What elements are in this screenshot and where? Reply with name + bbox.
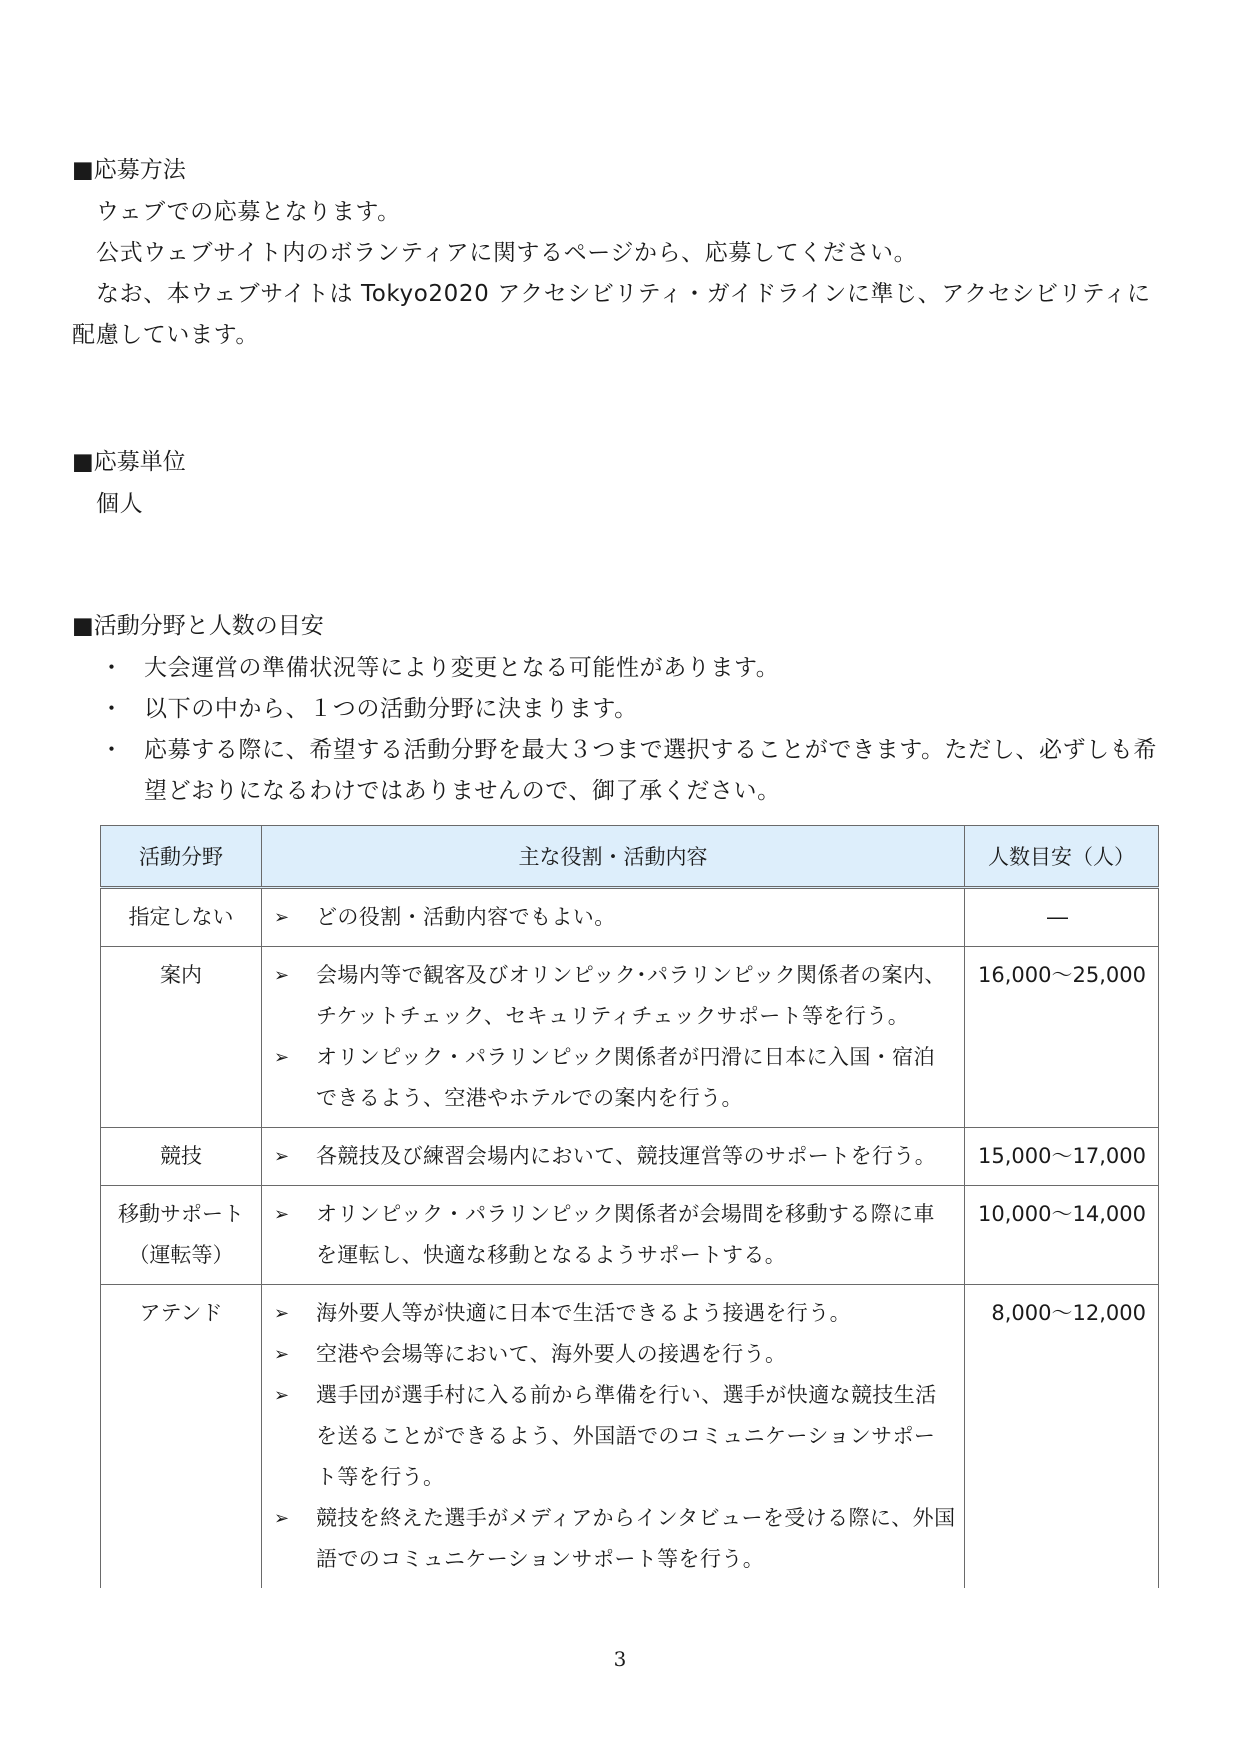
count-cell: 10,000～14,000 (965, 1186, 1159, 1285)
arrow-bullet-icon: ➢ (274, 1204, 290, 1225)
role-text: どの役割・活動内容でもよい。 (316, 905, 616, 929)
role-text: 海外要人等が快適に日本で生活できるよう接遇を行う。 (316, 1301, 851, 1325)
role-item (262, 1334, 956, 1375)
table-row (101, 1285, 1159, 1589)
table-row (101, 888, 1159, 947)
role-item (262, 1037, 956, 1119)
arrow-bullet-icon: ➢ (274, 907, 290, 928)
field-cell: 競技 (101, 1128, 262, 1186)
header-role: 主な役割・活動内容 (262, 826, 965, 888)
role-item (262, 1498, 956, 1580)
note-item (72, 730, 1172, 812)
role-item (262, 1194, 956, 1276)
role-text: 空港や会場等において、海外要人の接遇を行う。 (316, 1342, 787, 1366)
activity-fields-table (100, 825, 1159, 1588)
note-item (72, 689, 1172, 730)
table-header-row (101, 826, 1159, 888)
bullet-mark: ・ (100, 696, 124, 722)
role-item (262, 1136, 956, 1177)
note-item (72, 648, 1172, 689)
application-method-heading: ■応募方法 (72, 157, 186, 183)
role-cell (262, 1186, 965, 1285)
role-item (262, 897, 956, 938)
note-text: 応募する際に、希望する活動分野を最大３つまで選択することができます。ただし、必ずしも希望どおりになるわけではありませんので、御了承ください。 (144, 737, 1157, 804)
arrow-bullet-icon: ➢ (274, 1385, 290, 1406)
role-item (262, 955, 956, 1037)
role-cell (262, 1285, 965, 1589)
header-count: 人数目安（人） (965, 826, 1159, 888)
count-cell: 16,000～25,000 (965, 947, 1159, 1128)
application-unit-heading: ■応募単位 (72, 449, 186, 475)
arrow-bullet-icon: ➢ (274, 1344, 290, 1365)
role-item (262, 1293, 956, 1334)
count-cell: ― (965, 888, 1159, 947)
arrow-bullet-icon: ➢ (274, 1508, 290, 1529)
application-unit-section (72, 440, 1172, 525)
arrow-bullet-icon: ➢ (274, 1303, 290, 1324)
bullet-mark: ・ (100, 737, 124, 763)
role-text: オリンピック・パラリンピック関係者が会場間を移動する際に車を運転し、快適な移動となるようサポートする。 (316, 1202, 935, 1267)
count-cell: 15,000～17,000 (965, 1128, 1159, 1186)
count-cell: 8,000～12,000 (965, 1285, 1159, 1589)
arrow-bullet-icon: ➢ (274, 965, 290, 986)
table-row (101, 1128, 1159, 1186)
arrow-bullet-icon: ➢ (274, 1146, 290, 1167)
field-cell: アテンド (101, 1285, 262, 1589)
role-cell (262, 888, 965, 947)
table-row (101, 947, 1159, 1128)
role-text: 各競技及び練習会場内において、競技運営等のサポートを行う。 (316, 1144, 937, 1168)
application-method-line: 公式ウェブサイト内のボランティアに関するページから、応募してください。 (96, 240, 918, 266)
role-text: 競技を終えた選手がメディアからインタビューを受ける際に、外国語でのコミュニケーションサポート等を行う。 (316, 1506, 956, 1571)
bullet-mark: ・ (100, 655, 124, 681)
arrow-bullet-icon: ➢ (274, 1047, 290, 1068)
table-row (101, 1186, 1159, 1285)
activity-fields-heading: ■活動分野と人数の目安 (72, 613, 324, 639)
role-item (262, 1375, 956, 1498)
note-text: 以下の中から、１つの活動分野に決まります。 (144, 696, 638, 722)
role-cell (262, 947, 965, 1128)
activity-fields-section (72, 604, 1172, 812)
field-cell: 案内 (101, 947, 262, 1128)
role-cell (262, 1128, 965, 1186)
header-field: 活動分野 (101, 826, 262, 888)
application-method-section (72, 148, 1172, 356)
note-text: 大会運営の準備状況等により変更となる可能性があります。 (144, 655, 780, 681)
application-unit-value: 個人 (96, 491, 144, 517)
field-cell: 指定しない (101, 888, 262, 947)
field-cell: 移動サポート（運転等） (101, 1186, 262, 1285)
role-text: 選手団が選手村に入る前から準備を行い、選手が快適な競技生活を送ることができるよう、外国語でのコミュニケーションサポート等を行う。 (316, 1383, 937, 1489)
role-text: オリンピック・パラリンピック関係者が円滑に日本に入国・宿泊できるよう、空港やホテルでの案内を行う。 (316, 1045, 935, 1110)
application-method-line: ウェブでの応募となります。 (96, 199, 401, 225)
application-method-line: なお、本ウェブサイトは Tokyo2020 アクセシビリティ・ガイドラインに準じ、アクセシビリティに配慮しています。 (72, 281, 1151, 348)
role-text: 会場内等で観客及びオリンピック･パラリンピック関係者の案内、チケットチェック、セキュリティチェックサポート等を行う。 (316, 963, 946, 1028)
page-number: 3 (613, 1647, 627, 1671)
